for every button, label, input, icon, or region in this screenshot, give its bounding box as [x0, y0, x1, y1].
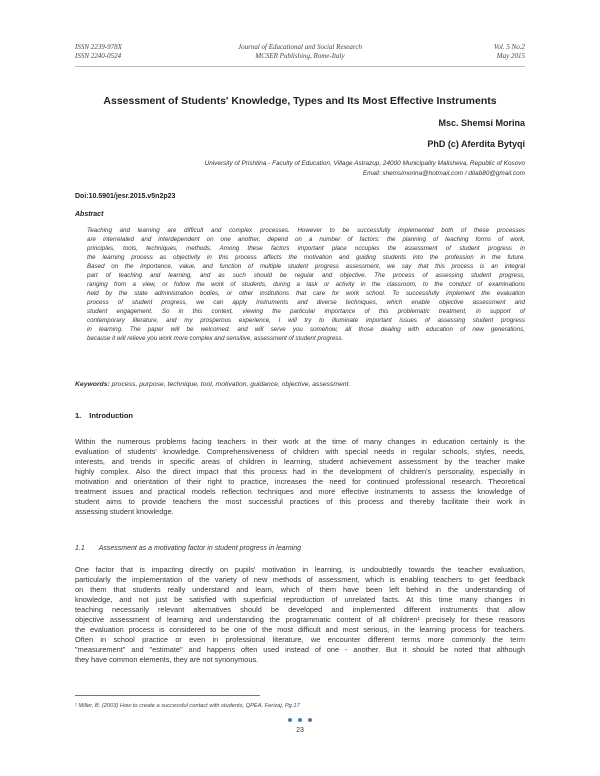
keywords-text: process, purpose, technique, tool, motivation, guidance, objective, assessment.	[111, 381, 351, 388]
paragraph-line: One factor that is impacting directly on pupils' motivation in learning, is undoubtedly towards the teacher evaluation,	[75, 565, 525, 574]
abstract-line: student engagement. So in this context, viewing the particular importance of this problematic treatment, in support of	[87, 308, 525, 315]
header-volume	[494, 43, 525, 61]
paper-title: Assessment of Students' Knowledge, Types and Its Most Effective Instruments	[103, 95, 497, 107]
paragraph-line: "measurement" and "estimate" and happens often used instead of one - another. But it should be noted that although	[75, 645, 525, 654]
paragraph-line: Often in school practice or even in professional literature, we encounter different terms more commonly the term	[75, 635, 525, 644]
abstract-line: in learning. The paper will be welcomed, and will serve you somehow, all those dealing with education of new generations,	[87, 326, 525, 333]
header-divider	[75, 66, 525, 67]
issn-online: ISSN 2240-0524	[75, 52, 122, 60]
section-heading-introduction	[75, 411, 133, 420]
abstract-line: because it will relieve you work more complex and sensitive, assessment of student progress.	[87, 335, 344, 342]
doi: Doi:10.5901/jesr.2015.v5n2p23	[75, 193, 176, 200]
abstract-line: process of student progress, we can apply instruments and diverse techniques, which enable objective assessment and	[87, 299, 525, 306]
subsection-heading	[75, 545, 301, 552]
section-number: 1.	[75, 411, 82, 420]
abstract-line: Teaching and learning are difficult and complex processes. However to be successfully implemented both of these processes	[87, 227, 525, 234]
paragraph-line: the evaluation process is considered to be one of the most difficult and most serious, in the learning process for teachers.	[75, 625, 525, 634]
paragraph-line: evaluation of students' knowledge. Comprehensiveness of children with special needs in regular schools, styles, needs,	[75, 447, 525, 456]
author-2: PhD (c) Aferdita Bytyqi	[427, 139, 525, 149]
paragraph-line: student aims to provide teachers the most successful practices of this process and thereby facilitate their work in	[75, 497, 525, 506]
affiliation: University of Prishtina - Faculty of Education, Village Astrazup, 24000 Municipality Malisheva, Republic of Kosovo	[204, 160, 525, 167]
paragraph-line: they have common elements, they are not synonymous.	[75, 655, 259, 664]
abstract-line: contemporary literature, and my prosperous experience, I will try to illuminate important issues of assessing student progress	[87, 317, 525, 324]
email-line: Email: shemsimorina@hotmail.com / ditab80@gmail.com	[362, 170, 525, 177]
abstract-line: part of teaching and learning, and as such should be regular and objective. The process of assessing student progress,	[87, 272, 525, 279]
ornament-dot	[298, 718, 302, 722]
publisher-name: MCSER Publishing, Rome-Italy	[255, 52, 345, 60]
issn-print: ISSN 2239-978X	[75, 43, 122, 51]
paragraph-line: treatment issues and practical models reflection techniques and more effective instruments to assess the knowledge of	[75, 487, 525, 496]
volume-issue: Vol. 5 No.2	[493, 43, 525, 51]
paragraph-line: particularly the implementation of the variety of new methods of assessment, which is enabling teachers to get feedback	[75, 575, 525, 584]
paragraph-line: on them that students really understand and learn, which of them have been left behind in the understanding of	[75, 585, 525, 594]
footnote: ¹ Miller, B. (2003) How to create a successful contact with students, QPEA, Ferizaj, Pg.17	[75, 703, 300, 709]
paragraph-line: highly complex. Also the direct impact that this process had in the development of children's personality, especially in	[75, 467, 525, 476]
subsection-title: Assessment as a motivating factor in student progress in learning	[98, 545, 302, 552]
journal-name: Journal of Educational and Social Research	[238, 43, 362, 51]
issue-date: May 2015	[496, 52, 525, 60]
section-title: Introduction	[89, 411, 134, 420]
abstract-line: principles, tools, techniques, methods. Among these factors important place occupies the assessment of student progress in	[87, 245, 525, 252]
abstract-body	[87, 226, 525, 343]
paragraph-line: assessing student knowledge.	[75, 507, 174, 516]
paragraph-line: Within the numerous problems facing teachers in their work at the time of many changes in education certainly is the	[75, 437, 525, 446]
paragraph-line: interests, and trends in specific areas of children in learning, student achievement assessment by the teacher make	[75, 457, 525, 466]
introduction-paragraph	[75, 437, 525, 517]
page-number: 23	[296, 727, 304, 734]
paragraph-line: knowledge, and not just be satisfied with superficial reproduction of unrelated facts. At this time many changes in	[75, 595, 525, 604]
keywords-label: Keywords:	[75, 381, 110, 388]
abstract-line: ranging from a view, or follow the work of students, during a task or activity in the classroom, to the conduct of examinations	[87, 281, 525, 288]
abstract-line: the learning process as objectivity in this process affects the motivation and guiding students into the profession in the future.	[87, 254, 525, 261]
affiliation-block	[205, 159, 525, 179]
keywords-line	[75, 381, 350, 388]
ornament-dot	[308, 718, 312, 722]
footnote-divider	[75, 695, 260, 696]
abstract-line: are interrelated and interdependent on one another, depend on a number of factors: the planning of teaching forms of work,	[87, 236, 525, 243]
abstract-heading: Abstract	[75, 211, 104, 218]
paragraph-line: teaching necessarily relevant alternatives should be developed and implemented different instruments that allow	[75, 605, 525, 614]
subsection-paragraph	[75, 565, 525, 665]
paragraph-line: motivation and orientation of their right to practice, increases the need for continued professional research. Theoretical	[75, 477, 525, 486]
paragraph-line: objective assessment of learning and understanding the programmatic content of all children¹ precisely for these reasons	[75, 615, 525, 624]
author-1: Msc. Shemsi Morina	[438, 118, 525, 128]
ornament-dot	[288, 718, 292, 722]
subsection-number: 1.1	[75, 545, 85, 552]
abstract-line: held by the state administration bodies, or other institutions that care for work school. To successfully implement the evaluation	[87, 290, 525, 297]
abstract-line: Based on the importance, value, and function of multiple student progress assessment, we say that this process is an integral	[87, 263, 525, 270]
page-ornament	[0, 718, 600, 722]
